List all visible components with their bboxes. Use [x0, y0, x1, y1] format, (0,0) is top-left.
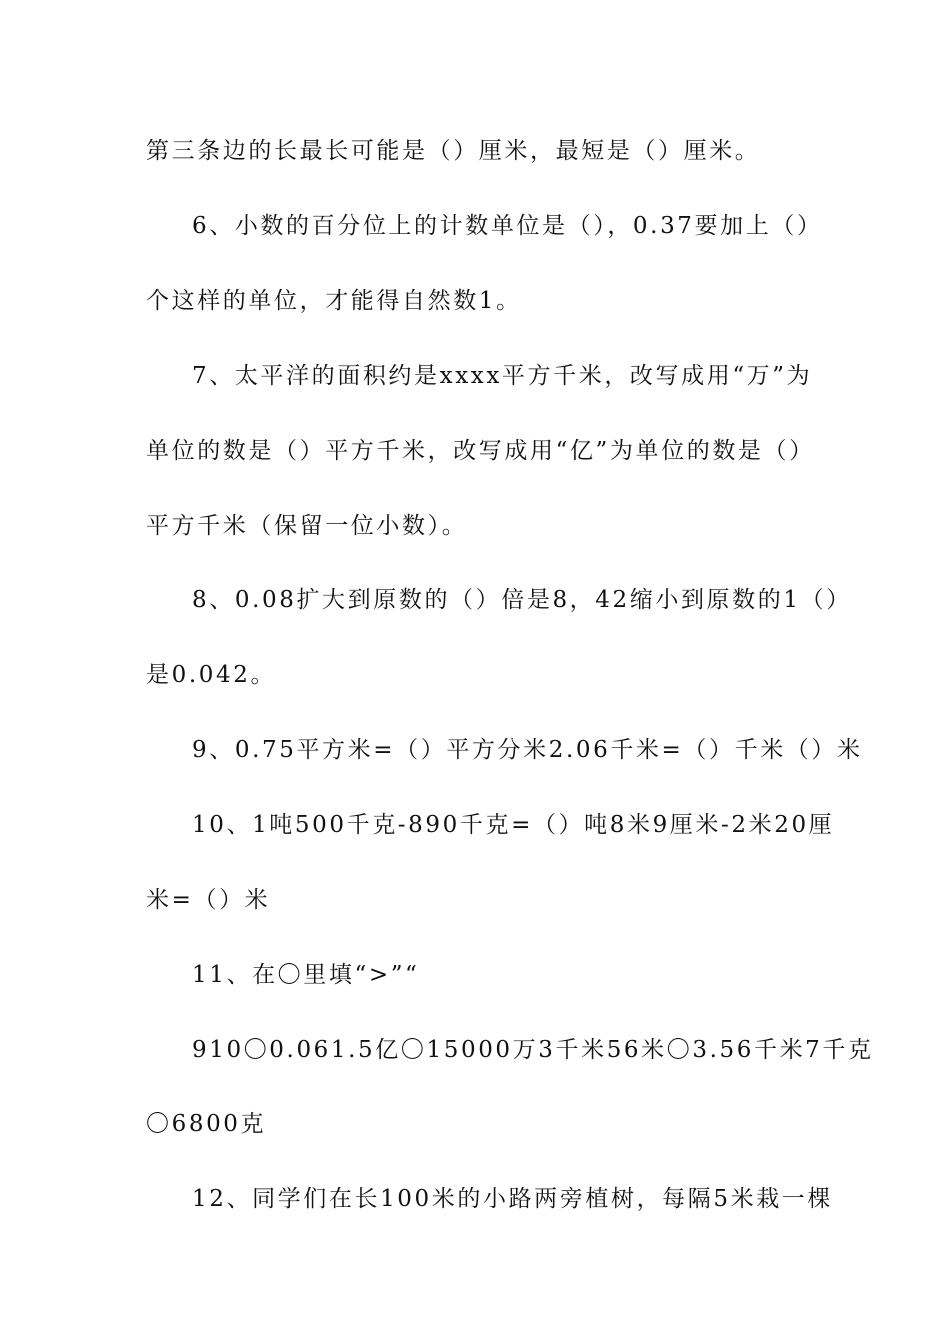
question-8-line-1: 8、0.08扩大到原数的（）倍是8，42缩小到原数的1（）: [192, 587, 852, 613]
question-12-line-1: 12、同学们在长100米的小路两旁植树，每隔5米栽一棵: [192, 1186, 833, 1212]
question-7-line-2: 单位的数是（）平方千米，改写成用“亿”为单位的数是（）: [146, 438, 815, 464]
question-7-line-1: 7、太平洋的面积约是xxxx平方千米，改写成用“万”为: [192, 363, 813, 389]
question-9-line-1: 9、0.75平方米=（）平方分米2.06千米=（）千米（）米: [192, 737, 863, 763]
question-11-line-3: 〇6800克: [146, 1111, 267, 1137]
question-8-line-2: 是0.042。: [146, 662, 277, 688]
question-10-line-1: 10、1吨500千克-890千克=（）吨8米9厘米-2米20厘: [192, 812, 835, 838]
question-10-line-2: 米=（）米: [146, 887, 271, 913]
question-6-line-1: 6、小数的百分位上的计数单位是（），0.37要加上（）: [192, 213, 823, 239]
question-6-line-2: 个这样的单位，才能得自然数1。: [146, 288, 522, 314]
question-11-line-2: 910〇0.061.5亿〇15000万3千米56米〇3.56千米7千克: [192, 1037, 874, 1063]
question-7-line-3: 平方千米（保留一位小数）。: [146, 513, 468, 539]
text-line-1: 第三条边的长最长可能是（）厘米，最短是（）厘米。: [146, 138, 761, 164]
question-11-line-1: 11、在〇里填“>”“: [192, 962, 420, 988]
